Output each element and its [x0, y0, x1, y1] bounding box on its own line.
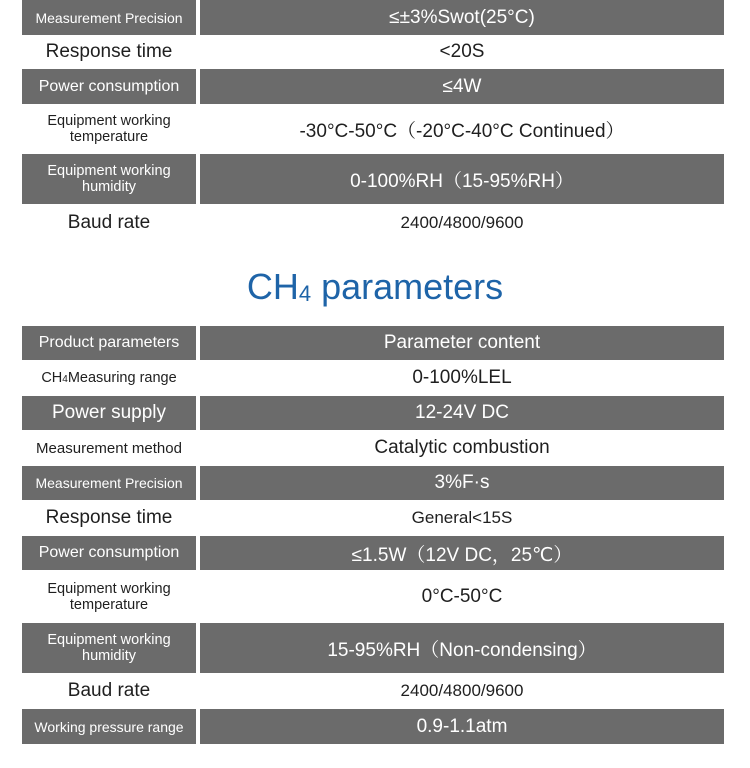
- table-general-parameters: [22, 0, 724, 241]
- param-value: 2400/4800/9600: [200, 674, 724, 708]
- param-value: 2400/4800/9600: [200, 205, 724, 241]
- param-value: 0°C-50°C: [200, 571, 724, 622]
- param-key: Power consumption: [22, 69, 196, 104]
- table-row: [22, 396, 724, 430]
- table-row: [22, 105, 724, 153]
- heading-prefix: CH: [246, 266, 299, 307]
- header-key: Product parameters: [22, 326, 196, 360]
- param-value: Catalytic combustion: [200, 431, 724, 465]
- param-value: 0-100%RH（15-95%RH）: [200, 154, 724, 204]
- param-key: Measurement method: [22, 431, 196, 465]
- table-row: [22, 536, 724, 570]
- table-row: [22, 623, 724, 673]
- table-row: [22, 466, 724, 500]
- table-row: [22, 571, 724, 622]
- header-value: Parameter content: [200, 326, 724, 360]
- param-key: Power consumption: [22, 536, 196, 570]
- table-row: [22, 709, 724, 744]
- param-key: Response time: [22, 36, 196, 68]
- table-row: [22, 205, 724, 241]
- param-value: -30°C-50°C（-20°C-40°C Continued）: [200, 105, 724, 153]
- table-header-row: [22, 326, 724, 360]
- table-row: [22, 361, 724, 395]
- param-value: ≤±3%Swot(25°C): [200, 0, 724, 35]
- table-row: [22, 36, 724, 68]
- key-prefix: CH: [41, 370, 63, 386]
- key-subscript: 4: [62, 374, 68, 385]
- param-key: Baud rate: [22, 674, 196, 708]
- param-value: ≤1.5W（12V DC，25℃）: [200, 536, 724, 570]
- table-row: [22, 431, 724, 465]
- param-key: Baud rate: [22, 205, 196, 241]
- heading-suffix: parameters: [311, 266, 504, 307]
- param-value: 3%F·s: [200, 466, 724, 500]
- table-row: [22, 674, 724, 708]
- param-key: Equipment working humidity: [22, 154, 196, 204]
- param-value: 0-100%LEL: [200, 361, 724, 395]
- param-key: Working pressure range: [22, 709, 196, 744]
- param-value: 12-24V DC: [200, 396, 724, 430]
- heading-subscript: 4: [298, 281, 312, 306]
- table-row: [22, 154, 724, 204]
- param-key: Power supply: [22, 396, 196, 430]
- param-value: ≤4W: [200, 69, 724, 104]
- table-row: [22, 0, 724, 35]
- param-key: Response time: [22, 501, 196, 535]
- table-row: [22, 501, 724, 535]
- param-value: 0.9-1.1atm: [200, 709, 724, 744]
- param-key: [22, 361, 196, 395]
- param-key: Equipment working temperature: [22, 105, 196, 153]
- table-ch4-parameters: [22, 326, 724, 744]
- section-heading: [0, 262, 750, 312]
- param-value: 15-95%RH（Non-condensing）: [200, 623, 724, 673]
- param-key: Equipment working temperature: [22, 571, 196, 622]
- table-row: [22, 69, 724, 104]
- param-value: <20S: [200, 36, 724, 68]
- param-key: Equipment working humidity: [22, 623, 196, 673]
- param-key: Measurement Precision: [22, 0, 196, 35]
- key-suffix: Measuring range: [67, 370, 177, 386]
- param-value: General<15S: [200, 501, 724, 535]
- param-key: Measurement Precision: [22, 466, 196, 500]
